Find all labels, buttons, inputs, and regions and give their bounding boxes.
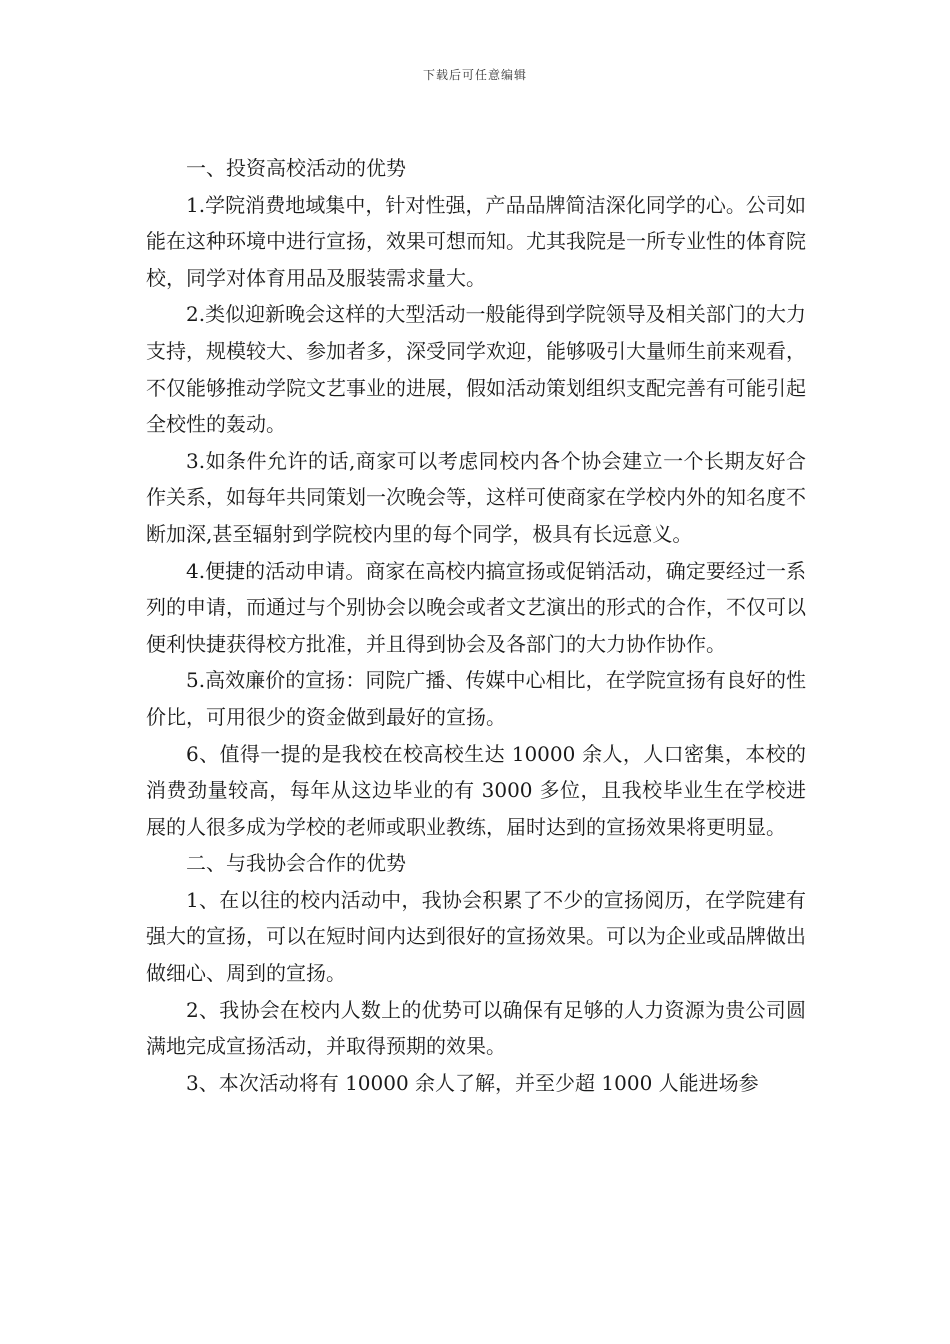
document-body (146, 150, 806, 1101)
paragraph-9: 3、本次活动将有 10000 余人了解，并至少超 1000 人能进场参 (186, 1070, 759, 1095)
section-heading-2: 二、与我协会合作的优势 (186, 851, 406, 876)
page-header-note: 下载后可任意编辑 (422, 68, 527, 82)
paragraph-1: 1.学院消费地域集中，针对性强，产品品牌简洁深化同学的心。公司如能在这种环境中进行宣扬，效果可想而知。尤其我院是一所专业性的体育院校，同学对体育用品及服装需求量大。 (146, 192, 806, 290)
paragraph-7: 1、在以往的校内活动中，我协会积累了不少的宣扬阅历，在学院建有强大的宣扬，可以在短时间内达到很好的宣扬效果。可以为企业或品牌做出做细心、周到的宣扬。 (146, 887, 806, 986)
paragraph-4: 4.便捷的活动申请。商家在高校内搞宣扬或促销活动，确定要经过一系列的申请，而通过与个别协会以晚会或者文艺演出的形式的合作，不仅可以便利快捷获得校方批准，并且得到协会及各部门的大力协作协作。 (146, 558, 806, 656)
paragraph-6: 6、值得一提的是我校在校高校生达 10000 余人，人口密集，本校的消费劲量较高，每年从这边毕业的有 3000 多位，且我校毕业生在学校进展的人很多成为学校的老师或职业教练，届时达到的宣扬效果将更明显。 (146, 741, 806, 839)
paragraph-5: 5.高效廉价的宣扬：同院广播、传媒中心相比，在学院宣扬有良好的性价比，可用很少的资金做到最好的宣扬。 (146, 668, 806, 729)
paragraph-2: 2.类似迎新晚会这样的大型活动一般能得到学院领导及相关部门的大力支持，规模较大、参加者多，深受同学欢迎，能够吸引大量师生前来观看，不仅能够推动学院文艺事业的进展，假如活动策划组织支配完善有可能引起全校性的轰动。 (146, 302, 806, 437)
section-heading-1: 一、投资高校活动的优势 (186, 156, 406, 180)
paragraph-8: 2、我协会在校内人数上的优势可以确保有足够的人力资源为贵公司圆满地完成宣扬活动，并取得预期的效果。 (146, 997, 806, 1059)
paragraph-3: 3.如条件允许的话,商家可以考虑同校内各个协会建立一个长期友好合作关系，如每年共同策划一次晚会等，这样可使商家在学校内外的知名度不断加深,甚至辐射到学院校内里的每个同学，极具有长远意义。 (146, 448, 806, 546)
